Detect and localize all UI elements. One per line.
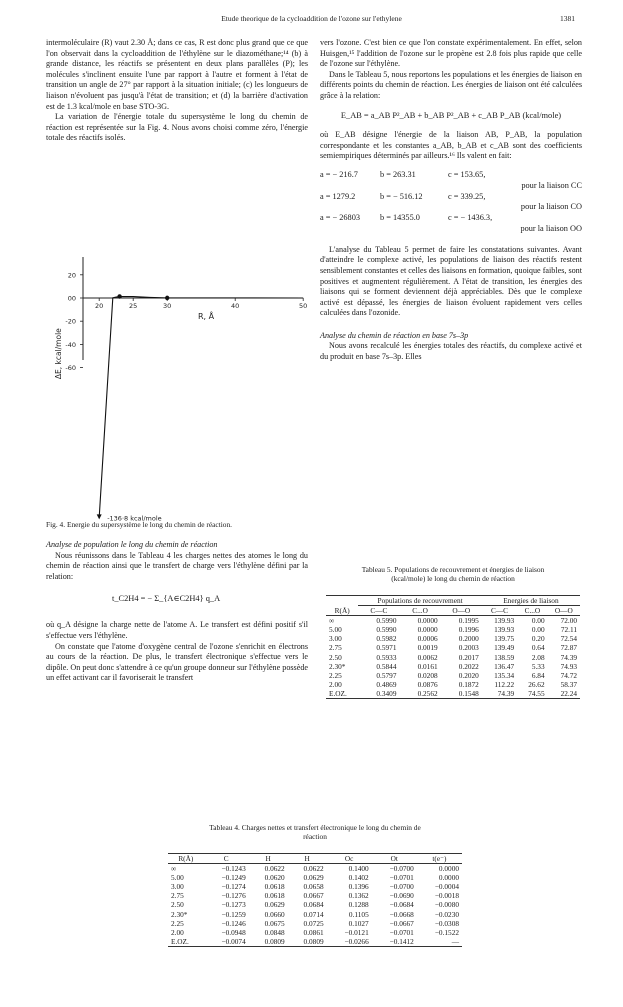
x-tick-label: 30	[163, 302, 172, 310]
constant-b: b = 263.31	[380, 169, 416, 179]
left-paragraph-1: intermoléculaire (R) vaut 2.30 Å; dans ce cas, R est donc plus grand que ce que l'on observait dans la cycloaddition de l'éthylène sur le diazométhane;¹⁴ (b) à grande distance, les réactifs se présentent en deux plans parallèles (P); les molécules s'inclinent ensuite l'une par rapport à l'autre et forment à l'état de transition un angle de 27° par rapport à la situation initiale; (c) les longueurs de liaison n'évoluent pas jusqu'à l'état de transition; et (d) la barrière d'activation est de 1.3 kcal/mole en base STO-3G.	[46, 38, 308, 111]
table-cell: 139.93	[494, 625, 515, 635]
table-cell: 0.0629	[264, 900, 285, 910]
table-cell: 0.0684	[303, 900, 324, 910]
table-cell: 2.30*	[329, 661, 346, 671]
table-cell: 5.00	[171, 873, 184, 883]
table-cell: 74.55	[528, 688, 545, 698]
table-cell: −0.1522	[434, 927, 459, 937]
data-point	[117, 294, 121, 298]
table4-header-cell: H	[265, 854, 271, 863]
table-cell: −0.0308	[434, 918, 459, 928]
table-cell: 0.1105	[348, 909, 369, 919]
table-cell: 0.20	[531, 634, 545, 644]
table-row	[168, 882, 462, 891]
table-cell: 0.0006	[417, 634, 438, 644]
constants-block	[320, 170, 582, 235]
left-paragraph-5: On constate que l'atome d'oxygène central de l'ozone s'enrichit en électrons au cours de la réaction. De plus, le transfert électronique s'effectue vers le dipôle. On peut donc s'attendre à ce qu'un groupe donneur sur l'éthylène possède un effet activant car il favoriserait le transfert	[46, 641, 308, 683]
x-tick-label: 20	[95, 302, 104, 310]
constant-c: c = 153.65,	[448, 169, 486, 179]
table5	[326, 595, 580, 699]
table-cell: 112.22	[494, 679, 515, 689]
table-cell: 0.1288	[348, 900, 369, 910]
table-cell: 138.59	[494, 652, 515, 662]
energy-curve	[99, 297, 303, 518]
energy-chart	[48, 252, 313, 523]
constant-a: a = 1279.2	[320, 191, 356, 201]
left-paragraph-2: La variation de l'énergie totale du supersystème le long du chemin de réaction est représentée sur la Fig. 4. Nous avons choisi comme zéro, l'énergie totale des réactifs isolés.	[46, 112, 308, 143]
table-cell: −0.0700	[389, 864, 414, 874]
table-cell: −0.1273	[221, 900, 246, 910]
table-cell: 74.39	[560, 652, 577, 662]
table-cell: 0.0725	[303, 918, 324, 928]
table-cell: −0.0690	[389, 891, 414, 901]
table-cell: −0.0230	[434, 909, 459, 919]
table-cell: 0.0675	[264, 918, 285, 928]
table4-header-cell: C	[223, 854, 229, 863]
table-cell: 0.00	[531, 625, 545, 635]
table-cell: 139.75	[494, 634, 515, 644]
table-cell: 2.08	[531, 652, 545, 662]
table-cell: −0.1246	[221, 918, 246, 928]
table-cell: 136.47	[494, 661, 515, 671]
right-section-title: Analyse du chemin de réaction en base 7s–3p	[320, 330, 469, 340]
table5-group-row	[326, 596, 580, 606]
table-cell: 2.75	[329, 643, 342, 653]
table-cell: 0.1402	[348, 873, 369, 883]
table-cell: 2.30*	[171, 909, 188, 919]
table-cell: 0.5971	[376, 643, 397, 653]
table4-header-row	[168, 854, 462, 864]
table5-header-cell: C...O	[524, 606, 541, 616]
table-row	[326, 653, 580, 662]
table-cell: 0.2017	[458, 652, 479, 662]
constant-c: c = 339.25,	[448, 191, 486, 201]
table-cell: 72.00	[560, 616, 577, 626]
table-cell: 0.5990	[376, 625, 397, 635]
figure-caption: Fig. 4. Energie du supersystème le long du chemin de réaction.	[46, 520, 233, 529]
table-cell: E.OZ.	[329, 688, 347, 698]
table-cell: 72.11	[560, 625, 577, 635]
left-column-top	[46, 38, 308, 144]
table-cell: 0.0019	[417, 643, 438, 653]
table-cell: 2.00	[171, 927, 184, 937]
table4-header-cell: H	[304, 854, 310, 863]
table-cell: 0.0714	[303, 909, 324, 919]
table-cell: 0.2020	[458, 670, 479, 680]
running-title: Etude theorique de la cycloaddition de l'ozone sur l'ethylene	[221, 14, 402, 23]
constant-b: b = − 516.12	[380, 191, 423, 201]
table4	[168, 853, 462, 947]
table-cell: 0.2562	[417, 688, 438, 698]
table-cell: 0.0622	[264, 864, 285, 874]
table-cell: 0.1995	[458, 616, 479, 626]
table-cell: 0.0000	[438, 873, 459, 883]
table-row	[168, 864, 462, 874]
constant-a: a = − 216.7	[320, 169, 358, 179]
table-cell: 0.5844	[376, 661, 397, 671]
table-cell: 139.49	[494, 643, 515, 653]
right-column	[320, 38, 582, 363]
table-cell: 0.0809	[303, 936, 324, 946]
table-row	[326, 680, 580, 689]
right-paragraph-4: L'analyse du Tableau 5 permet de faire les constatations suivantes. Avant d'atteindre le complexe activé, les populations de liaison des réactifs restent sensiblement constantes et celles des liaisons en formation, quoique faibles, sont positives et augmentent régulièrement. A l'état de transition, les énergies des liaisons qui se forment deviennent déjà appréciables. Dès que le complexe activé est dépassé, les énergies de liaison évoluent rapidement vers celles calculées dans l'ozonide.	[320, 244, 582, 318]
constant-b: b = 14355.0	[380, 213, 420, 223]
table-cell: 0.5933	[376, 652, 397, 662]
table-cell: E.OZ.	[171, 936, 189, 946]
table-cell: 0.64	[531, 643, 545, 653]
table-cell: 0.1027	[348, 918, 369, 928]
table-row	[168, 900, 462, 909]
table-cell: —	[451, 936, 459, 946]
table-cell: 0.3409	[376, 688, 397, 698]
table-cell: 3.00	[171, 882, 184, 892]
left-section-title: Analyse de population le long du chemin de réaction	[46, 540, 218, 549]
table-row	[326, 689, 580, 699]
table5-header-cell: C—C	[370, 606, 388, 616]
right-paragraph-1: vers l'ozone. C'est bien ce que l'on constate expérimentalement. En effet, selon Huisgen,¹⁵ l'addition de l'ozone sur le propène est 2.8 fois plus rapide que celle de l'ozone sur l'éthylène.	[320, 38, 582, 69]
equation-text: t_C2H4 = − Σ_{A∈C2H4} q_A	[112, 594, 221, 604]
table5-header-cell: O—O	[452, 606, 471, 616]
table-cell: 2.75	[171, 891, 184, 901]
table-cell: 0.0000	[417, 625, 438, 635]
table-cell: 2.50	[329, 652, 342, 662]
table-cell: ∞	[329, 616, 335, 626]
table-cell: 0.1872	[458, 679, 479, 689]
table4-header-cell: t(e⁻)	[432, 854, 447, 863]
y-axis-label: ΔE, kcal/mole	[54, 328, 63, 380]
table-row	[326, 616, 580, 626]
table-cell: −0.0701	[389, 927, 414, 937]
table-cell: 2.25	[329, 670, 342, 680]
left-paragraph-3: Nous réunissons dans le Tableau 4 les charges nettes des atomes le long du chemin de réaction ainsi que le transfert de charge vers l'éthylène défini par la relation:	[46, 550, 308, 581]
table5-group1: Populations de recouvrement	[358, 596, 482, 606]
table5-header-cell: C—C	[491, 606, 509, 616]
table-cell: −0.0948	[221, 927, 246, 937]
table5-header-cell: R(Å)	[334, 605, 350, 615]
table-row	[326, 662, 580, 671]
right-paragraph-3: où E_AB désigne l'énergie de la liaison AB, P_AB, la population correspondante et les constantes a_AB, b_AB et c_AB sont des coefficients semiempiriques déterminés par ailleurs.¹⁶ Ils valent en fait:	[320, 130, 582, 161]
table-cell: −0.0018	[434, 891, 459, 901]
table-cell: 58.37	[560, 679, 577, 689]
x-axis-label: R, Å	[197, 312, 215, 321]
table-cell: −0.0266	[344, 936, 369, 946]
table-cell: 0.0622	[303, 864, 324, 874]
table-cell: 0.0208	[417, 670, 438, 680]
constants-cc	[320, 170, 582, 181]
table-cell: 2.50	[171, 900, 184, 910]
table-cell: 0.0161	[417, 661, 438, 671]
table-cell: −0.0700	[389, 882, 414, 892]
table4-header-cell: R(Å)	[178, 854, 194, 863]
constants-cc-label: pour la liaison CC	[521, 180, 582, 190]
table-row	[168, 919, 462, 928]
table-cell: −0.0684	[389, 900, 414, 910]
table-cell: 0.0667	[303, 891, 324, 901]
table-cell: 72.54	[560, 634, 577, 644]
table5-group2: Energies de liaison	[482, 596, 580, 606]
table5-caption-line1: Tableau 5. Populations de recouvrement et énergies de liaison	[361, 565, 545, 574]
table4-caption-line2: réaction	[303, 832, 327, 842]
table5-header-cell: O—O	[554, 606, 573, 616]
right-paragraph-2: Dans le Tableau 5, nous reportons les populations et les énergies de liaison en différents points du chemin de réaction. Les énergies de liaison ont été calculées grâce à la relation:	[320, 69, 582, 100]
table5-caption-line2: (kcal/mole) le long du chemin de réaction	[391, 574, 515, 584]
table-row	[168, 910, 462, 919]
table-cell: 5.00	[329, 625, 342, 635]
table-cell: 135.34	[494, 670, 515, 680]
table4-caption	[150, 823, 480, 841]
table-cell: 0.0876	[417, 679, 438, 689]
table-cell: −0.1259	[221, 909, 246, 919]
table4-caption-line1: Tableau 4. Charges nettes et transfert électronique le long du chemin de	[209, 823, 421, 832]
table4-header-cell: Ot	[390, 854, 398, 863]
constant-c: c = − 1436.3,	[448, 213, 493, 223]
data-point-minimum	[97, 514, 102, 519]
table-cell: 26.62	[528, 679, 545, 689]
table-cell: 139.93	[494, 616, 515, 626]
table-cell: 2.25	[171, 918, 184, 928]
table-cell: 0.0618	[264, 882, 285, 892]
table-cell: −0.1274	[221, 882, 246, 892]
table-cell: 0.0809	[264, 936, 285, 946]
table-cell: 0.00	[531, 616, 545, 626]
table-cell: 0.1362	[348, 891, 369, 901]
table-cell: −0.0004	[434, 882, 459, 892]
table-cell: 5.33	[531, 661, 545, 671]
table-cell: −0.0080	[434, 900, 459, 910]
y-tick-label: 00	[67, 294, 76, 303]
table-cell: 0.0000	[417, 616, 438, 626]
table-cell: 0.1396	[348, 882, 369, 892]
table-cell: 0.4869	[376, 679, 397, 689]
left-paragraph-4: où q_A désigne la charge nette de l'atome A. Le transfert est défini positif s'il s'effectue vers l'éthylène.	[46, 620, 308, 640]
table-cell: 0.1996	[458, 625, 479, 635]
table5-header-row	[326, 606, 580, 616]
data-point	[165, 296, 169, 300]
minimum-annotation: -136·8 kcal/mole	[107, 514, 162, 523]
table-cell: −0.0668	[389, 909, 414, 919]
page-number: 1381	[560, 14, 575, 23]
constant-a: a = − 26803	[320, 213, 361, 223]
table-row	[326, 671, 580, 680]
table5-header-cell: C...O	[412, 606, 428, 616]
left-column-bottom	[46, 537, 308, 684]
table-cell: 74.39	[497, 688, 515, 698]
constants-oo-label: pour la liaison OO	[520, 223, 582, 233]
table-cell: −0.1276	[221, 891, 246, 901]
table-cell: 0.0848	[264, 927, 285, 937]
constants-oo	[320, 213, 582, 224]
y-tick-label: 20	[67, 271, 76, 280]
table-cell: 0.1548	[458, 688, 479, 698]
table-cell: ∞	[171, 864, 177, 874]
table-cell: 0.5982	[376, 634, 397, 644]
table-cell: 0.0620	[264, 873, 285, 883]
table-cell: −0.0121	[344, 927, 369, 937]
table-cell: −0.1249	[221, 873, 246, 883]
table4-header-cell: Oc	[344, 854, 354, 863]
table-cell: 0.0618	[264, 891, 285, 901]
constants-co	[320, 192, 582, 203]
table-cell: 0.1400	[348, 864, 369, 874]
table-cell: 0.0660	[264, 909, 285, 919]
table-cell: 74.72	[560, 670, 577, 680]
y-tick-label: -60	[65, 364, 76, 373]
table-cell: 0.2022	[458, 661, 479, 671]
y-tick-label: -20	[65, 317, 76, 326]
x-tick-label: 25	[129, 302, 138, 310]
table-cell: −0.1243	[221, 864, 246, 874]
table-row	[168, 937, 462, 947]
right-paragraph-5: Nous avons recalculé les énergies totales des réactifs, du complexe activé et du produit en base 7s–3p. Elles	[320, 341, 582, 362]
table-cell: 6.84	[531, 670, 545, 680]
table-cell: 74.93	[560, 661, 577, 671]
charge-transfer-equation	[46, 584, 308, 620]
x-tick-label: 40	[231, 302, 240, 310]
table-cell: −0.0074	[221, 936, 246, 946]
table-cell: 22.24	[560, 688, 577, 698]
x-tick-label: 50	[299, 302, 308, 310]
table5-caption	[322, 565, 584, 583]
table-row	[168, 891, 462, 900]
table-cell: 0.0629	[303, 873, 324, 883]
table-cell: 72.87	[560, 643, 577, 653]
table-cell: 0.0062	[417, 652, 438, 662]
table-cell: −0.0701	[389, 873, 414, 883]
table-cell: −0.1412	[389, 936, 414, 946]
table-row	[326, 625, 580, 634]
table-cell: 0.2000	[458, 634, 479, 644]
bond-energy-formula: E_AB = a_AB P²_AB + b_AB P²_AB + c_AB P_AB (kcal/mole)	[340, 110, 562, 120]
table-cell: 0.5990	[376, 616, 397, 626]
constants-co-label: pour la liaison CO	[520, 202, 582, 212]
table-row	[326, 643, 580, 652]
table-row	[326, 634, 580, 643]
table-cell: −0.0667	[389, 918, 414, 928]
table-cell: 0.2003	[458, 643, 479, 653]
table-cell: 0.0658	[303, 882, 324, 892]
table-cell: 0.5797	[376, 670, 397, 680]
table-cell: 2.00	[329, 679, 342, 689]
y-tick-label: -40	[65, 340, 76, 349]
table-row	[168, 928, 462, 937]
table-cell: 0.0000	[438, 864, 459, 874]
table-cell: 0.0861	[303, 927, 324, 937]
table-row	[168, 873, 462, 882]
table-cell: 3.00	[329, 634, 342, 644]
